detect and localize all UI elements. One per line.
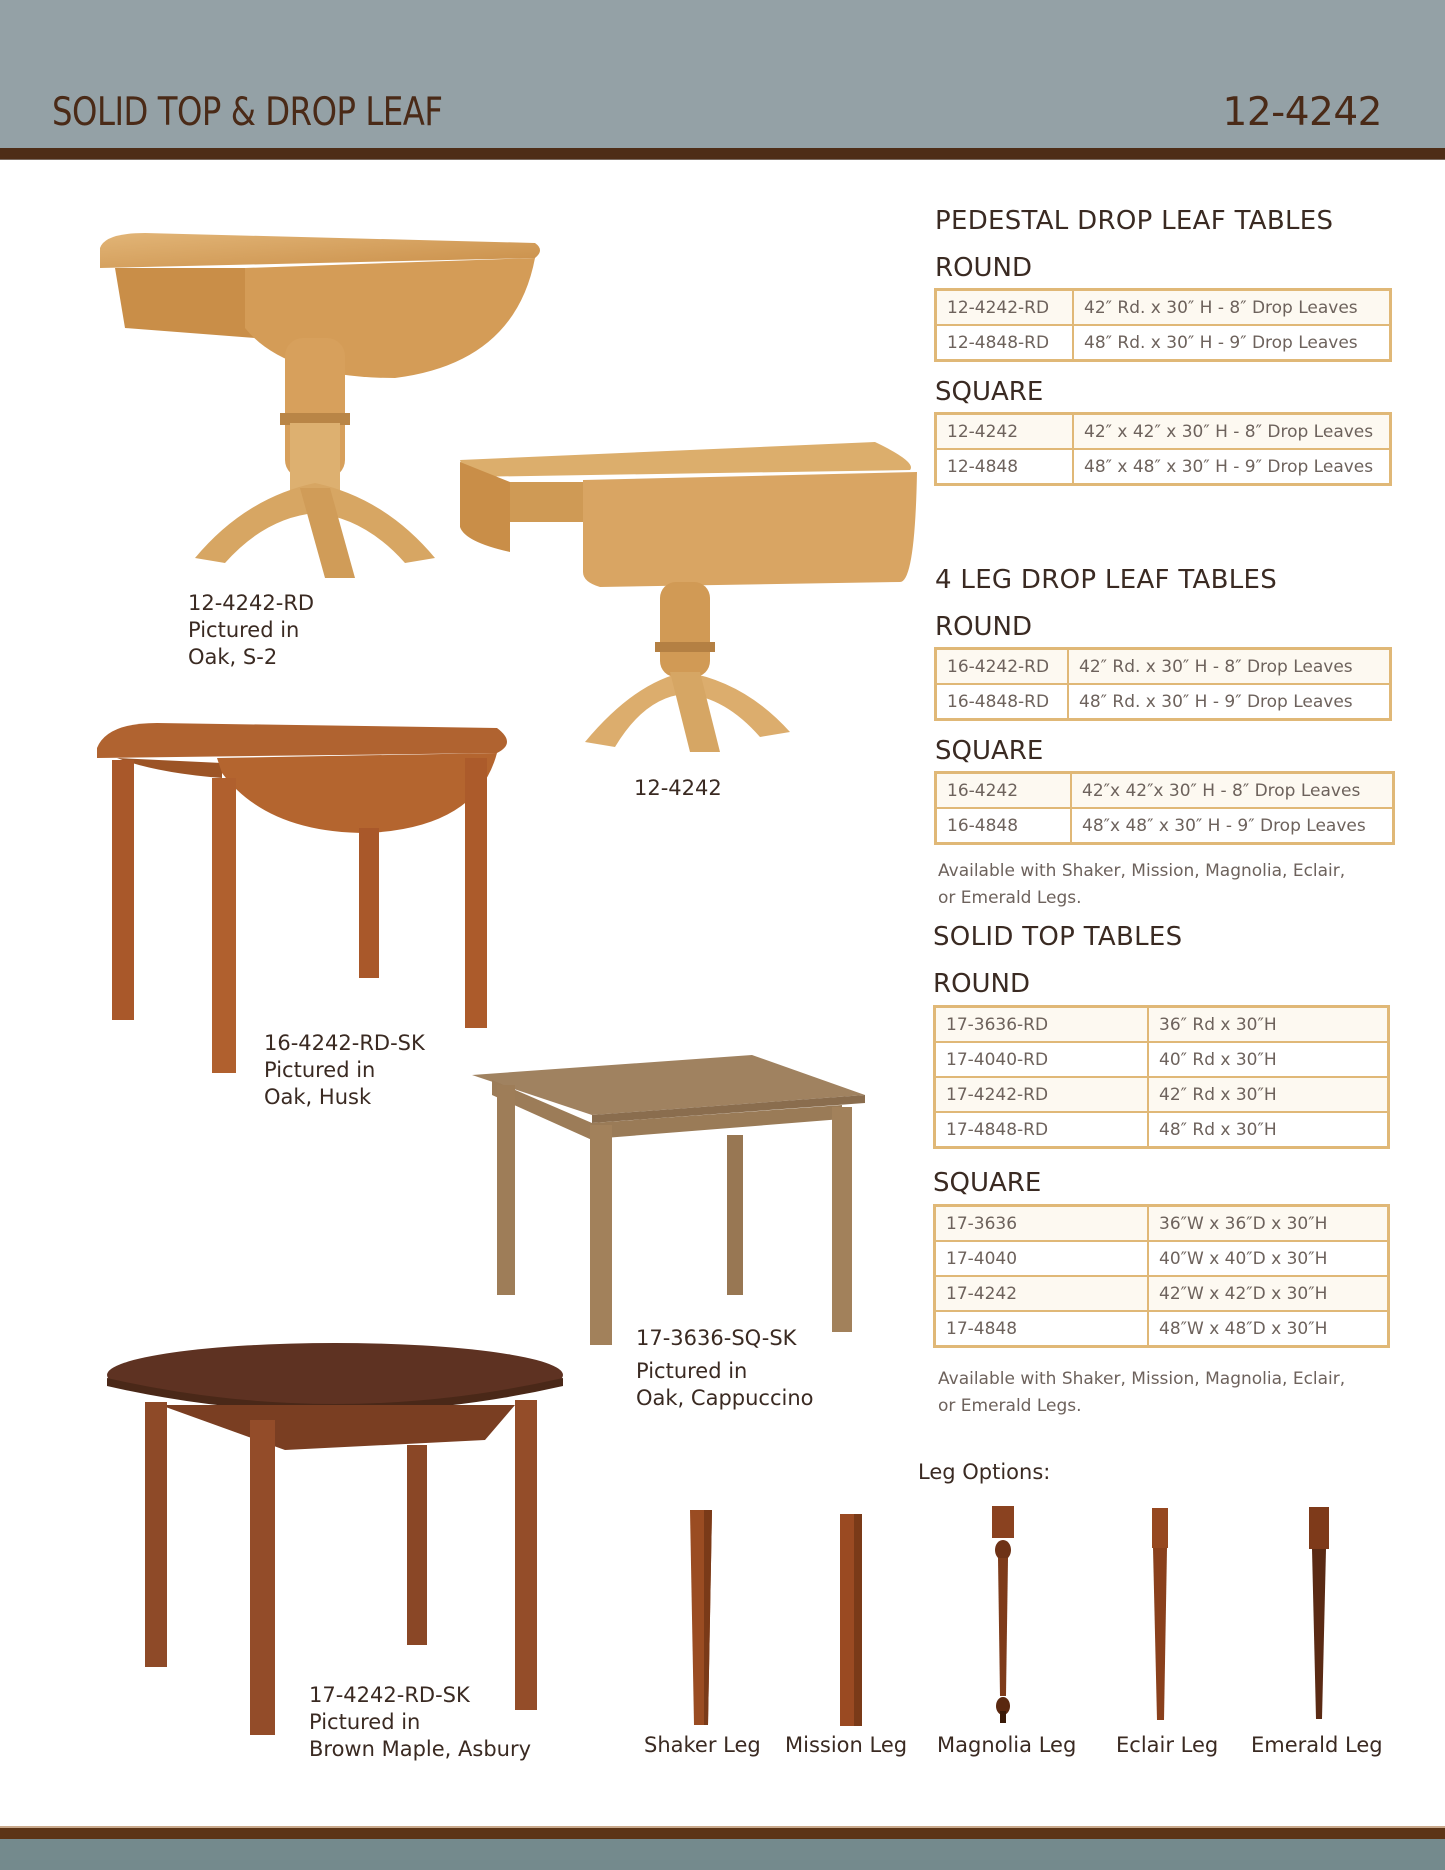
dimension-cell: 42″ Rd x 30″H	[1148, 1077, 1389, 1112]
table-row	[936, 449, 1391, 485]
spec-table-four-leg-round	[934, 647, 1392, 721]
subsection-title-pedestal-square: SQUARE	[935, 377, 1044, 407]
model-cell: 16-4242	[936, 773, 1072, 809]
section-title-four-leg: 4 LEG DROP LEAF TABLES	[935, 565, 1278, 595]
caption-line1: Pictured in	[188, 618, 300, 642]
model-cell: 12-4242	[936, 414, 1074, 450]
caption-17-3636-sq-sk	[636, 1325, 814, 1412]
table-row	[936, 684, 1391, 720]
subsection-title-four-leg-square: SQUARE	[935, 736, 1044, 766]
eclair-leg-image	[1150, 1508, 1170, 1723]
leg-label-shaker: Shaker Leg	[644, 1733, 761, 1757]
leg-label-mission: Mission Leg	[785, 1733, 908, 1757]
mission-leg-image	[839, 1514, 863, 1726]
table-photo-17-4242-rd-sk	[105, 1340, 565, 1740]
model-cell: 17-4242	[935, 1276, 1149, 1311]
table-row	[935, 1206, 1389, 1242]
spec-table-pedestal-round	[934, 288, 1392, 362]
leg-label-emerald: Emerald Leg	[1251, 1733, 1383, 1757]
table-row	[935, 1241, 1389, 1276]
dimension-cell: 48″x 48″ x 30″ H - 9″ Drop Leaves	[1071, 808, 1394, 844]
dimension-cell: 48″ Rd. x 30″ H - 9″ Drop Leaves	[1073, 325, 1391, 361]
caption-17-4242-rd-sk	[309, 1682, 531, 1763]
page-title: SOLID TOP & DROP LEAF	[52, 90, 443, 135]
dimension-cell: 40″W x 40″D x 30″H	[1148, 1241, 1389, 1276]
caption-line1: Pictured in	[309, 1710, 421, 1734]
table-row	[936, 325, 1391, 361]
note-line: Available with Shaker, Mission, Magnolia, Eclair,	[938, 1369, 1346, 1389]
dimension-cell: 42″ Rd. x 30″ H - 8″ Drop Leaves	[1073, 290, 1391, 326]
magnolia-leg-image	[990, 1506, 1016, 1726]
caption-line1: Pictured in	[636, 1359, 748, 1383]
model-cell: 12-4848	[936, 449, 1074, 485]
dimension-cell: 36″ Rd x 30″H	[1148, 1007, 1389, 1043]
dimension-cell: 42″x 42″x 30″ H - 8″ Drop Leaves	[1071, 773, 1394, 809]
shaker-leg-image	[688, 1510, 714, 1725]
table-row	[936, 414, 1391, 450]
dimension-cell: 42″ Rd. x 30″ H - 8″ Drop Leaves	[1068, 649, 1391, 685]
table-row	[935, 1007, 1389, 1043]
table-row	[935, 1112, 1389, 1148]
subsection-title-solid-top-square: SQUARE	[933, 1168, 1042, 1198]
leg-label-magnolia: Magnolia Leg	[937, 1733, 1077, 1757]
spec-table-four-leg-square	[934, 771, 1395, 845]
model-cell: 16-4848-RD	[936, 684, 1069, 720]
table-photo-16-4242-rd-sk	[97, 718, 507, 1073]
table-row	[935, 1077, 1389, 1112]
dimension-cell: 48″W x 48″D x 30″H	[1148, 1311, 1389, 1347]
note-line: or Emerald Legs.	[938, 888, 1082, 908]
section-title-solid-top: SOLID TOP TABLES	[933, 922, 1183, 952]
caption-line1: Pictured in	[264, 1058, 376, 1082]
model-cell: 12-4242-RD	[936, 290, 1074, 326]
table-row	[935, 1276, 1389, 1311]
table-row	[936, 290, 1391, 326]
section-title-pedestal: PEDESTAL DROP LEAF TABLES	[935, 206, 1334, 236]
table-photo-17-3636-sq-sk	[472, 1055, 867, 1345]
caption-line2: Oak, Husk	[264, 1085, 372, 1109]
footer-band	[0, 1839, 1445, 1870]
header-band	[0, 0, 1445, 148]
caption-12-4242-rd	[188, 590, 314, 671]
spec-table-solid-top-square	[933, 1204, 1390, 1348]
dimension-cell: 42″ x 42″ x 30″ H - 8″ Drop Leaves	[1073, 414, 1391, 450]
header-rule	[0, 148, 1445, 160]
model-cell: 17-4848	[935, 1311, 1149, 1347]
spec-table-pedestal-square	[934, 412, 1392, 486]
model-cell: 16-4848	[936, 808, 1072, 844]
caption-line2: Oak, Cappuccino	[636, 1386, 814, 1410]
table-row	[936, 773, 1394, 809]
dimension-cell: 48″ x 48″ x 30″ H - 9″ Drop Leaves	[1073, 449, 1391, 485]
table-row	[935, 1042, 1389, 1077]
subsection-title-solid-top-round: ROUND	[933, 969, 1031, 999]
caption-line2: Brown Maple, Asbury	[309, 1737, 532, 1761]
caption-model: 12-4242	[634, 776, 722, 800]
leg-label-eclair: Eclair Leg	[1116, 1733, 1219, 1757]
model-cell: 17-4848-RD	[935, 1112, 1149, 1148]
dimension-cell: 36″W x 36″D x 30″H	[1148, 1206, 1389, 1242]
caption-model: 17-4242-RD-SK	[309, 1683, 470, 1707]
table-row	[936, 808, 1394, 844]
dimension-cell: 48″ Rd x 30″H	[1148, 1112, 1389, 1148]
note-line: Available with Shaker, Mission, Magnolia, Eclair,	[938, 861, 1346, 881]
model-cell: 16-4242-RD	[936, 649, 1069, 685]
model-cell: 12-4848-RD	[936, 325, 1074, 361]
dimension-cell: 40″ Rd x 30″H	[1148, 1042, 1389, 1077]
dimension-cell: 48″ Rd. x 30″ H - 9″ Drop Leaves	[1068, 684, 1391, 720]
leg-availability-note	[938, 858, 1345, 912]
dimension-cell: 42″W x 42″D x 30″H	[1148, 1276, 1389, 1311]
page-model-code: 12-4242	[1222, 90, 1382, 135]
table-row	[935, 1311, 1389, 1347]
model-cell: 17-4242-RD	[935, 1077, 1149, 1112]
caption-line2: Oak, S-2	[188, 645, 278, 669]
table-row	[936, 649, 1391, 685]
subsection-title-pedestal-round: ROUND	[935, 253, 1033, 283]
model-cell: 17-4040-RD	[935, 1042, 1149, 1077]
footer-rule	[0, 1826, 1445, 1840]
note-line: or Emerald Legs.	[938, 1396, 1082, 1416]
caption-16-4242-rd-sk	[264, 1030, 425, 1111]
subsection-title-four-leg-round: ROUND	[935, 612, 1033, 642]
caption-12-4242	[634, 775, 722, 802]
model-cell: 17-4040	[935, 1241, 1149, 1276]
spec-table-solid-top-round	[933, 1005, 1390, 1149]
model-cell: 17-3636	[935, 1206, 1149, 1242]
caption-model: 16-4242-RD-SK	[264, 1031, 425, 1055]
model-cell: 17-3636-RD	[935, 1007, 1149, 1043]
caption-model: 17-3636-SQ-SK	[636, 1326, 797, 1350]
caption-model: 12-4242-RD	[188, 591, 315, 615]
emerald-leg-image	[1308, 1507, 1330, 1722]
leg-availability-note	[938, 1366, 1345, 1420]
table-photo-12-4242	[455, 432, 925, 752]
leg-options-title: Leg Options:	[918, 1460, 1051, 1484]
